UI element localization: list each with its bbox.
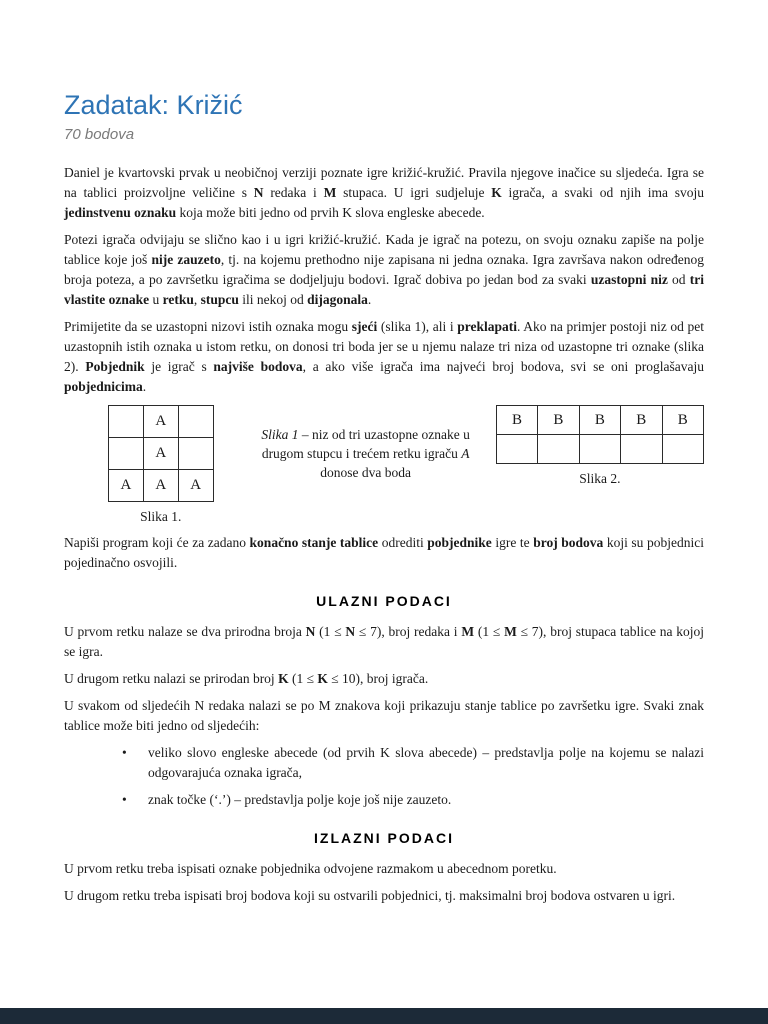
text-segment: odrediti <box>378 535 428 550</box>
viewer-footer-bar <box>0 1008 768 1024</box>
text-segment: igre te <box>491 535 534 550</box>
section-heading-input: ULAZNI PODACI <box>316 593 452 609</box>
text-segment: Napiši program koji će za zadano <box>64 535 250 550</box>
text-segment: ≤ 10), broj igrača. <box>327 671 429 686</box>
text-segment: U prvom retku treba ispisati oznake pobjednika odvojene razmakom u abecednom poretku. <box>64 861 557 876</box>
grid-cell: A <box>143 470 178 502</box>
page-subtitle: 70 bodova <box>64 126 135 143</box>
figure-1 <box>108 405 214 525</box>
text-segment: U svakom od sljedećih N redaka nalazi se po M znakova koji prikazuju stanje tablice po završetku igre. Svaki znak tablice može biti jedno od sljedećih: <box>64 698 704 733</box>
grid-cell: B <box>662 406 703 435</box>
text-segment: U drugom retku treba ispisati broj bodova koji su ostvarili pobjednici, tj. maksimalni broj bodova ostvaren u igri. <box>64 888 676 903</box>
text-segment: Slika 1 <box>261 427 299 442</box>
text-segment: Pobjednik <box>85 359 145 374</box>
figure-1-caption: Slika 1. <box>140 509 182 524</box>
text-segment: N <box>345 624 356 639</box>
section-heading-output: IZLAZNI PODACI <box>314 830 454 846</box>
text-segment: N <box>305 624 316 639</box>
figures-row <box>64 405 704 525</box>
page-title: Zadatak: Križić <box>64 90 243 120</box>
text-segment: koji su pobjednici pojedinačno osvojili. <box>64 535 704 570</box>
text-segment: u <box>149 292 163 307</box>
text-segment: N <box>253 185 264 200</box>
text-segment: (1 ≤ <box>474 624 505 639</box>
grid-cell <box>178 438 213 470</box>
text-segment: ili nekoj od <box>238 292 308 307</box>
grid-cell <box>538 435 579 464</box>
text-segment: M <box>323 185 337 200</box>
text-segment: preklapati <box>457 319 517 334</box>
text-segment: (slika 1), ali i <box>377 319 458 334</box>
text-segment: K <box>278 671 289 686</box>
input-paragraph-nm <box>64 622 704 662</box>
text-segment: (1 ≤ <box>315 624 346 639</box>
text-segment: . <box>142 379 147 394</box>
grid-cell: A <box>143 438 178 470</box>
text-segment: veliko slovo engleske abecede (od prvih K slova abecede) – predstavlja polje na kojemu se nalazi odgovarajuća oznaka igrača, <box>148 745 704 780</box>
text-segment: stupcu <box>200 292 239 307</box>
text-segment: od <box>667 272 690 287</box>
text-segment: retku <box>162 292 194 307</box>
text-segment: (1 ≤ <box>288 671 318 686</box>
figure-1-description <box>254 425 478 482</box>
grid-cell: A <box>178 470 213 502</box>
paragraph-task <box>64 533 704 573</box>
text-segment: , tj. na kojemu prethodno nije zapisana ni jedna oznaka. Igra završava nakon određenog broja poteza, a po završetku igračima se dodjeljuju bodovi. Igrač dobiva po jedan bod za svaki <box>64 252 704 287</box>
grid-cell: B <box>621 406 662 435</box>
text-segment: Daniel je kvartovski prvak u neobičnoj verziji poznate igre križić-kružić. Pravila njegove inačice su sljedeća. Igra se na tablici proizvoljne veličine s <box>64 165 704 200</box>
output-paragraph-score <box>64 886 704 906</box>
grid-cell <box>496 435 537 464</box>
input-bullet-list <box>122 743 704 810</box>
text-segment: K <box>317 671 328 686</box>
text-segment: stupaca. U igri sudjeluje <box>336 185 492 200</box>
grid-cell <box>662 435 703 464</box>
text-segment: nije zauzeto <box>151 252 221 267</box>
output-paragraph-winners <box>64 859 704 879</box>
text-segment: U prvom retku nalaze se dva prirodna broja <box>64 624 306 639</box>
text-segment: . <box>367 292 372 307</box>
paragraph-scoring <box>64 317 704 397</box>
grid-cell <box>579 435 620 464</box>
text-segment: K <box>491 185 502 200</box>
text-segment: sjeći <box>351 319 378 334</box>
grid-cell: B <box>579 406 620 435</box>
grid-cell: B <box>496 406 537 435</box>
text-segment: donose dva boda <box>320 465 412 480</box>
text-segment: dijagonala <box>307 292 368 307</box>
text-segment: uzastopni niz <box>590 272 668 287</box>
input-paragraph-grid <box>64 696 704 736</box>
text-segment: U drugom retku nalazi se prirodan broj <box>64 671 279 686</box>
text-segment: je igrač s <box>144 359 214 374</box>
figure-2 <box>496 405 704 487</box>
text-segment: , <box>193 292 201 307</box>
figure-1-table <box>108 405 214 502</box>
text-segment: najviše bodova <box>213 359 303 374</box>
text-segment: ≤ 7), broj stupaca tablice na kojoj se igra. <box>64 624 705 659</box>
grid-cell: B <box>538 406 579 435</box>
text-segment: koja može biti jedno od prvih K slova engleske abecede. <box>176 205 485 220</box>
text-segment: broj bodova <box>533 535 604 550</box>
paragraph-rules <box>64 230 704 310</box>
text-segment: znak točke (‘.’) – predstavlja polje koje još nije zauzeto. <box>148 792 452 807</box>
text-segment: A <box>461 446 470 461</box>
text-segment: . Ako na primjer postoji niz od pet uzastopnih istih oznaka u istom retku, on donosi tri boda jer se u njemu nalaze tri niza od uzastopne tri oznake (slika 2). <box>64 319 705 374</box>
text-segment: M <box>461 624 475 639</box>
text-segment: konačno stanje tablice <box>249 535 379 550</box>
text-segment: M <box>504 624 517 639</box>
grid-cell <box>621 435 662 464</box>
text-segment: Potezi igrača odvijaju se slično kao i u igri križić-kružić. Kada je igrač na potezu, on svoju oznaku zapiše na polje tablice koje još <box>64 232 704 267</box>
figure-2-table <box>496 405 704 464</box>
text-segment: pobjednicima <box>64 379 143 394</box>
figure-2-caption: Slika 2. <box>579 471 621 486</box>
bullet-item-dot <box>122 790 704 810</box>
text-segment: pobjednike <box>427 535 492 550</box>
text-segment: Primijetite da se uzastopni nizovi istih oznaka mogu <box>64 319 352 334</box>
grid-cell <box>178 406 213 438</box>
paragraph-intro <box>64 163 704 223</box>
grid-cell <box>109 406 144 438</box>
text-segment: jedinstvenu oznaku <box>64 205 177 220</box>
input-paragraph-k <box>64 669 704 689</box>
grid-cell: A <box>143 406 178 438</box>
grid-cell <box>109 438 144 470</box>
text-segment: ≤ 7), broj redaka i <box>355 624 462 639</box>
text-segment: – niz od tri uzastopne oznake u drugom stupcu i trećem retku igraču <box>261 427 470 461</box>
text-segment: tri vlastite oznake <box>64 272 704 307</box>
bullet-item-letter <box>122 743 704 783</box>
text-segment: igrača, a svaki od njih ima svoju <box>501 185 704 200</box>
text-segment: , a ako više igrača ima najveći broj bodova, svi se oni proglašavaju <box>302 359 704 374</box>
text-segment: redaka i <box>263 185 324 200</box>
grid-cell: A <box>109 470 144 502</box>
